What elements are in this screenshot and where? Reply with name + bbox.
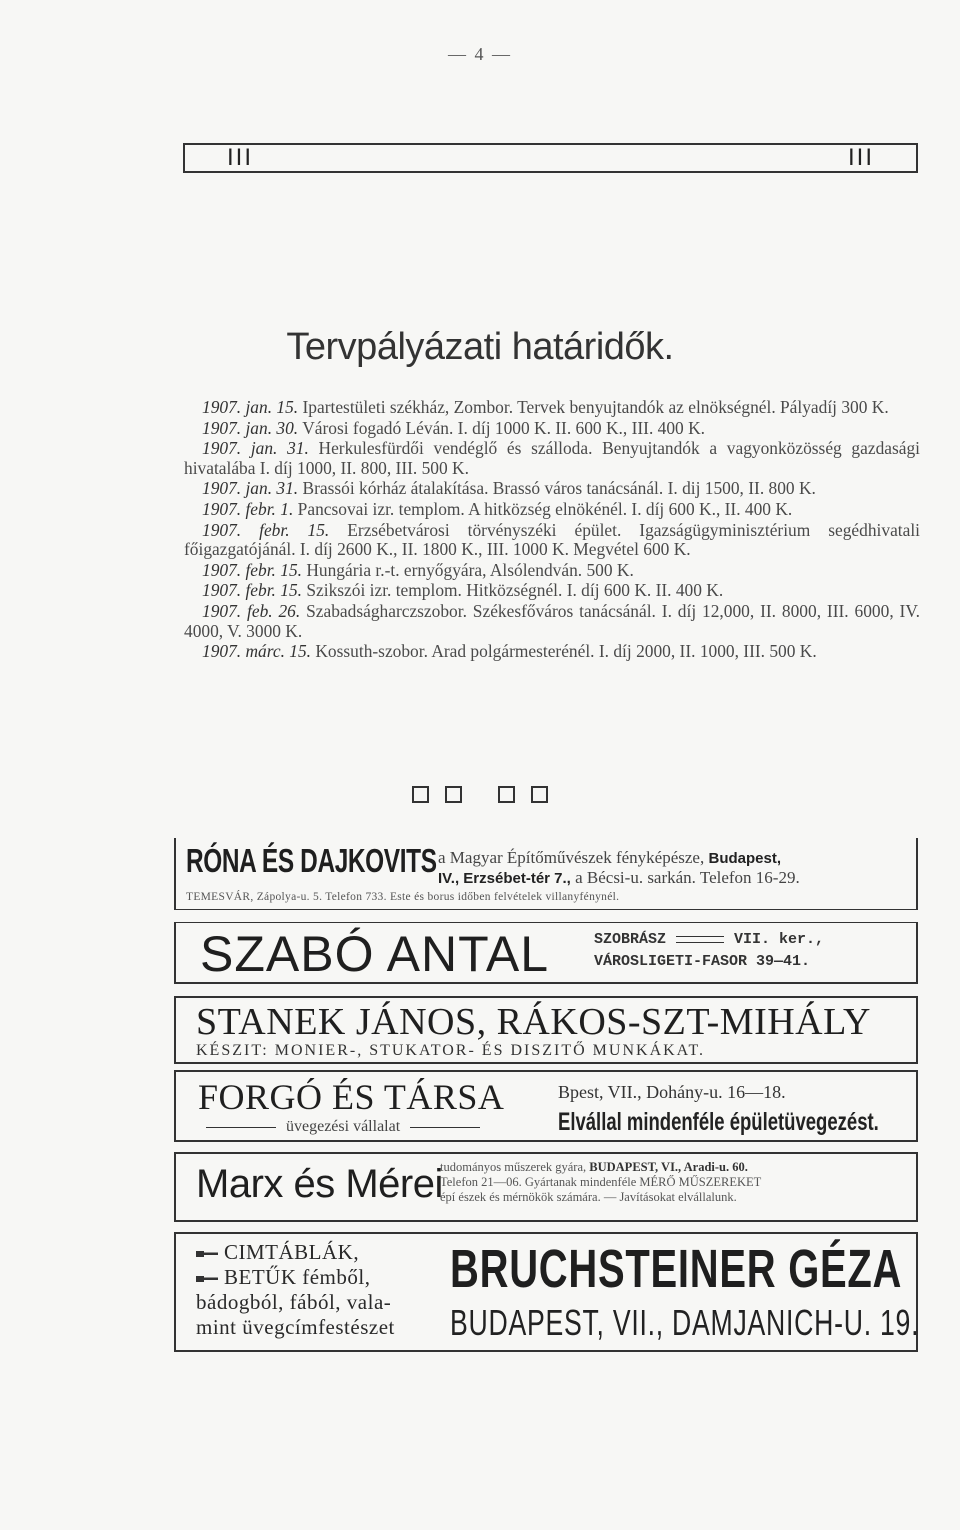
ad-address: BUDAPEST, VI., Aradi-u. 60. [589,1160,748,1174]
deadline-entry [184,439,920,478]
entry-date: 1907. febr. 15. [202,559,302,580]
ad-footer: TEMESVÁR, Zápolya-u. 5. Telefon 733. Este és borus időben felvételek villanyfénynél. [186,891,620,903]
entry-date: 1907. jan. 30. [202,417,299,438]
rule [206,1127,276,1128]
ad-description [440,1160,910,1205]
ad-text: a Magyar Építőművészek fényképésze, [438,848,705,867]
entry-text: Városi fogadó Léván. I. díj 1000 K. II. 600 K., III. 400 K. [302,417,705,438]
ad-subtitle-line [196,1118,490,1136]
deadline-entry [184,521,920,560]
deadline-entry [184,398,920,418]
ad-address: BUDAPEST, VII., DAMJANICH-U. 19. [450,1302,920,1343]
deadline-entry [184,419,920,439]
header-mark-right: III [847,144,874,171]
double-rule [676,936,724,943]
square-ornament [412,786,429,803]
ad-city: Budapest, [708,850,781,867]
entry-text: Kossuth-szobor. Arad polgármesterénél. I. díj 2000, II. 1000, III. 500 K. [315,641,817,662]
ad-profession: SZOBRÁSZ [594,931,667,948]
ad-description [438,848,908,888]
ad-company-name: RÓNA ÉS DAJKOVITS [186,842,437,879]
ad-text: épí észek és mérnökök számára. — Javításokat elvállalunk. [440,1190,737,1204]
entry-text: Herkulesfürdői vendéglő és szálloda. Benyujtandók a vagyonközösség gazdasági hivatalába I. díj 1000, II. 800, III. 500 K. [184,438,920,478]
entry-date: 1907. jan. 31. [202,438,309,459]
header-rule [183,143,918,173]
ad-marx-es-merei [174,1152,918,1222]
ad-district: VII. ker., [734,931,825,948]
ad-address: IV., Erzsébet-tér 7., [438,870,571,887]
entry-date: 1907. jan. 31. [202,478,299,499]
square-ornament [445,786,462,803]
deadline-entry [184,642,920,662]
ad-address: Bpest, VII., Dohány-u. 16—18. [558,1082,786,1102]
entry-text: Hungária r.-t. ernyőgyára, Alsólendván. 500 K. [306,559,634,580]
ad-text: bádogból, fából, vala- [196,1290,392,1314]
entry-date: 1907. márc. 15. [202,641,312,662]
ad-stanek-janos [174,996,918,1064]
ad-profession-line [594,931,824,948]
pointing-hand-icon [196,1249,218,1259]
entry-date: 1907. jan. 15. [202,397,299,417]
ad-text: CIMTÁBLÁK, [224,1240,360,1264]
entry-text: Brassói kórház átalakítása. Brassó város tanácsánál. I. dij 1500, II. 800 K. [302,478,816,499]
ad-services [196,1240,395,1340]
rule [410,1127,480,1128]
ad-services: KÉSZIT: MONIER-, STUKATOR- ÉS DISZITŐ MUNKÁKAT. [196,1042,706,1059]
ad-szabo-antal [174,922,918,984]
deadline-entry [184,500,920,520]
deadline-entry [184,602,920,641]
ad-text: tudományos műszerek gyára, [440,1160,587,1174]
header-mark-left: III [227,144,254,171]
ad-bruchsteiner-geza [174,1232,918,1352]
section-title: Tervpályázati határidők. [286,326,674,368]
entry-date: 1907. febr. 15. [202,519,330,540]
entry-text: Ipartestületi székház, Zombor. Tervek benyujtandók az elnökségnél. Pályadíj 300 K. [302,397,889,417]
deadline-entry [184,479,920,499]
square-ornament [531,786,548,803]
pointing-hand-icon [196,1274,218,1284]
entry-text: Erzsébetvárosi törvényszéki épület. Igazságügyminisztérium segédhivatali főigazgatójánál. I. díj 2600 K., II. 1800 K., III. 1000 K. Megvétel 600 K. [184,519,920,560]
ad-text: BETŰK fémből, [224,1265,371,1289]
ad-text: a Bécsi-u. sarkán. Telefon 16-29. [575,868,800,887]
ad-company-name: FORGÓ ÉS TÁRSA [198,1077,505,1117]
entry-text: Szabadságharczszobor. Székesfőváros tanácsánál. I. díj 12,000, II. 8000, III. 6000, IV. 4000, V. 3000 K. [184,600,921,641]
ad-rona-dajkovits [174,838,918,910]
page-number: — 4 — [448,44,512,64]
entry-date: 1907. febr. 15. [202,580,302,601]
entry-text: Szikszói izr. templom. Hitközségnél. I. díj 600 K. II. 400 K. [306,580,724,601]
deadline-entry [184,561,920,581]
ad-service: Elvállal mindenféle épületüvegezést. [558,1108,879,1136]
entry-date: 1907. feb. 26. [202,600,301,621]
ad-text: Telefon 21—06. Gyártanak mindenféle MÉRŐ MŰSZEREKET [440,1175,762,1189]
ad-address: VÁROSLIGETI-FASOR 39—41. [594,953,811,970]
entry-text: Pancsovai izr. templom. A hitközség elnökénél. I. díj 600 K., II. 400 K. [297,498,793,519]
ad-company-name: BRUCHSTEINER GÉZA [450,1239,903,1299]
ad-company-name: Marx és Mérei [196,1162,443,1206]
square-ornament [498,786,515,803]
deadline-list [184,398,920,663]
ornament-squares [0,786,960,808]
ad-text: mint üvegcímfestészet [196,1315,395,1339]
entry-date: 1907. febr. 1. [202,498,294,519]
ad-forgo-es-tarsa [174,1070,918,1142]
ad-company-name: STANEK JÁNOS, RÁKOS-SZT-MIHÁLY [196,1001,871,1043]
deadline-entry [184,581,920,601]
ad-subtitle: üvegezési vállalat [286,1118,401,1135]
ad-company-name: SZABÓ ANTAL [200,926,550,982]
